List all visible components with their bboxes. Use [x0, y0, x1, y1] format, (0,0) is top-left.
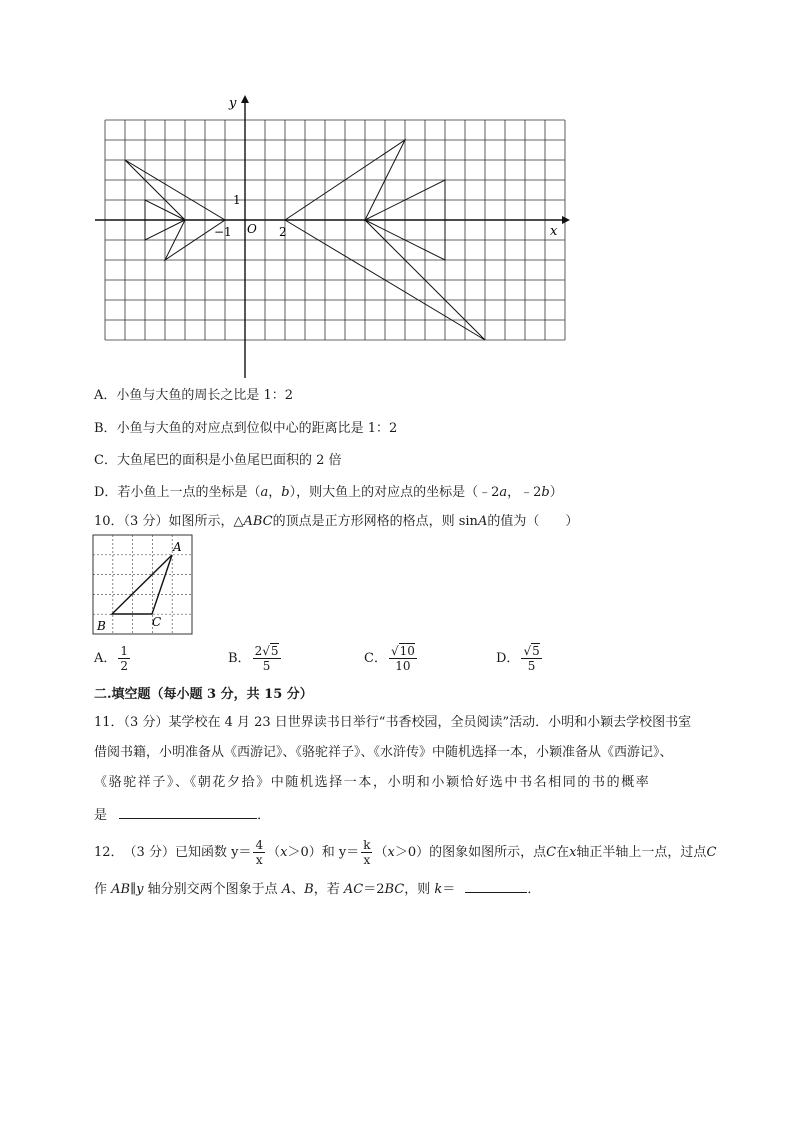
- q12-line-2: 作 AB∥y 轴分别交两个图象于点 A、B，若 AC＝2BC，则 k＝ ．: [94, 882, 541, 897]
- q11-line-2: 借阅书籍，小明准备从《西游记》、《骆驼祥子》、《水浒传》中随机选择一本，小颖准备从《西游记》、: [94, 745, 673, 760]
- section-heading: 二.填空题（每小题 3 分，共 15 分）: [94, 687, 313, 702]
- q9-option-d: D．若小鱼上一点的坐标是（a，b），则大鱼上的对应点的坐标是（﹣2a，﹣2b）: [94, 485, 563, 500]
- y-axis-label: y: [229, 96, 237, 111]
- tick-label-1: 1: [233, 193, 241, 207]
- q11-line-4: 是 ．: [94, 808, 271, 823]
- tick-label-2: 2: [279, 225, 287, 239]
- vertex-b-label: B: [97, 619, 106, 633]
- q10-option-c: C． $\frac{√10}{10}$: [364, 644, 415, 673]
- q11-line-3: 《骆驼祥子》、《朝花夕拾》中随机选择一本，小明和小颖恰好选中书名相同的书的概率: [94, 775, 651, 790]
- q12-line-1: 12． （3 分） 已知函数 y＝ $\frac{4}{x}$ （ x ＞0）和 y＝ $\frac{k}{x}$ （ x ＞0）的图象如图所示，点 C 在 x 轴正半轴上一点，过点 C: [94, 838, 717, 867]
- q11-answer-blank[interactable]: [119, 806, 257, 819]
- q9-option-c: C．大鱼尾巴的面积是小鱼尾巴面积的 2 倍: [94, 453, 342, 468]
- vertex-a-label: A: [173, 540, 182, 554]
- grid-lines: [105, 120, 565, 340]
- triangle-abc: [112, 555, 172, 614]
- triangle-grid-figure: [90, 532, 195, 638]
- q11-line-1: 11．（3 分）某学校在 4 月 23 日世界读书日举行“书香校园，全员阅读”活动．小明和小颖去学校图书室: [94, 715, 692, 730]
- tick-label-neg1: −1: [214, 225, 232, 239]
- q9-option-b: B．小鱼与大鱼的对应点到位似中心的距离比是 1：2: [94, 421, 398, 436]
- q10-option-a: A． $\frac{1}{2}$: [94, 644, 129, 673]
- vertex-c-label: C: [152, 615, 162, 629]
- small-fish: [125, 160, 225, 260]
- x-axis-arrow: [562, 216, 570, 224]
- fish-grid-figure: [95, 88, 575, 383]
- y-axis-arrow: [241, 95, 249, 103]
- origin-label: O: [247, 222, 257, 236]
- q10-stem: 10．（3 分）如图所示，△ABC的顶点是正方形网格的格点，则 sinA的值为（ ）: [94, 514, 579, 529]
- x-axis-label: x: [550, 224, 558, 239]
- q10-option-d: D． $\frac{√5}{5}$: [496, 644, 540, 673]
- q12-answer-blank[interactable]: [465, 880, 527, 893]
- q9-option-a: A．小鱼与大鱼的周长之比是 1：2: [94, 388, 294, 403]
- q10-option-b: B． $\frac{2√5}{5}$: [228, 644, 279, 673]
